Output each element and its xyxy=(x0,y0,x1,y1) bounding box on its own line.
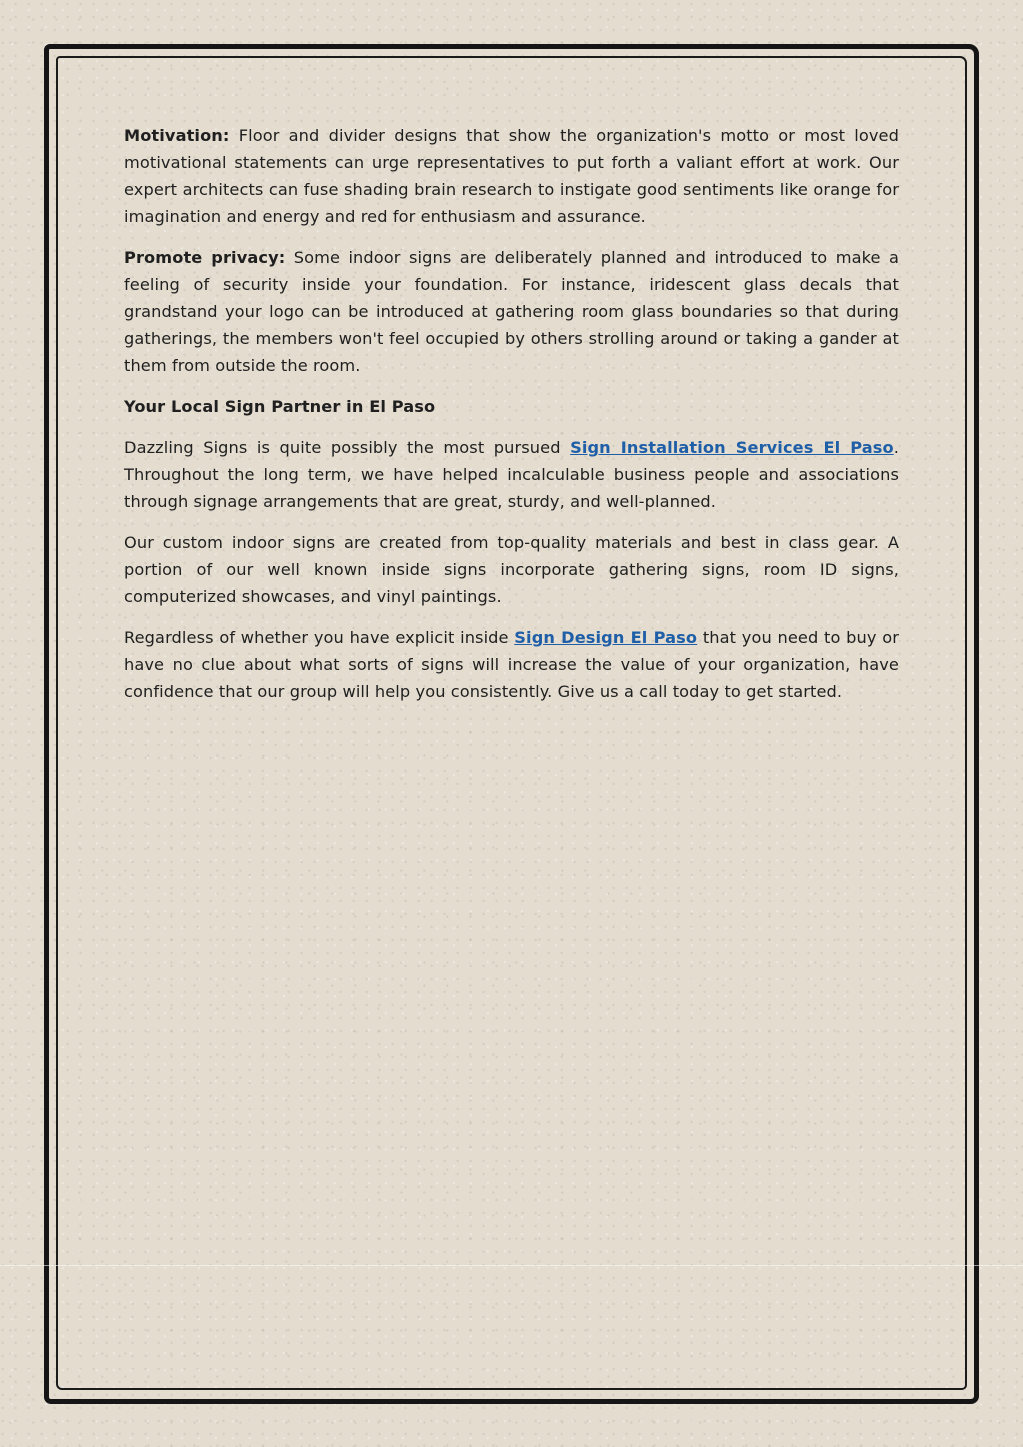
sign-installation-services-link[interactable]: Sign Installation Services El Paso xyxy=(570,438,894,457)
paragraph-text: that you need to buy or have no clue about what sorts of signs will increase the value of your organization, have confidence that our group will help you consistently. Give us a call today to get started. xyxy=(124,628,899,701)
sign-design-link[interactable]: Sign Design El Paso xyxy=(514,628,698,647)
paragraph-motivation xyxy=(124,122,899,230)
document-body xyxy=(124,122,899,719)
paragraph-text: Regardless of whether you have explicit inside xyxy=(124,628,515,647)
paragraph-text: Some indoor signs are deliberately planned and introduced to make a feeling of security inside your foundation. For instance, iridescent glass decals that grandstand your logo can be introduced at gathering room glass boundaries so that during gatherings, the members won't feel occupied by others strolling around or taking a gander at them from outside the room. xyxy=(124,248,900,375)
paragraph-lead: Promote privacy: xyxy=(124,248,286,267)
paragraph-custom-indoor-signs: Our custom indoor signs are created from top-quality materials and best in class gear. A portion of our well known inside signs incorporate gathering signs, room ID signs, computerized showcases, and vinyl paintings. xyxy=(124,533,899,606)
divider-line xyxy=(0,1265,1023,1266)
paragraph-lead: Motivation: xyxy=(124,126,230,145)
section-heading: Your Local Sign Partner in El Paso xyxy=(124,397,436,416)
paragraph-promote-privacy xyxy=(124,244,899,379)
paragraph-text: . Throughout the long term, we have helped incalculable business people and associations through signage arrangements that are great, sturdy, and well-planned. xyxy=(124,438,899,511)
paragraph-text: Floor and divider designs that show the organization's motto or most loved motivational statements can urge representatives to put forth a valiant effort at work. Our expert architects can fuse shading brain research to instigate good sentiments like orange for imagination and energy and red for enthusiasm and assurance. xyxy=(124,126,899,226)
paragraph-text: Dazzling Signs is quite possibly the most pursued xyxy=(124,438,571,457)
paragraph-regardless xyxy=(124,624,899,705)
paragraph-dazzling-signs xyxy=(124,434,899,515)
